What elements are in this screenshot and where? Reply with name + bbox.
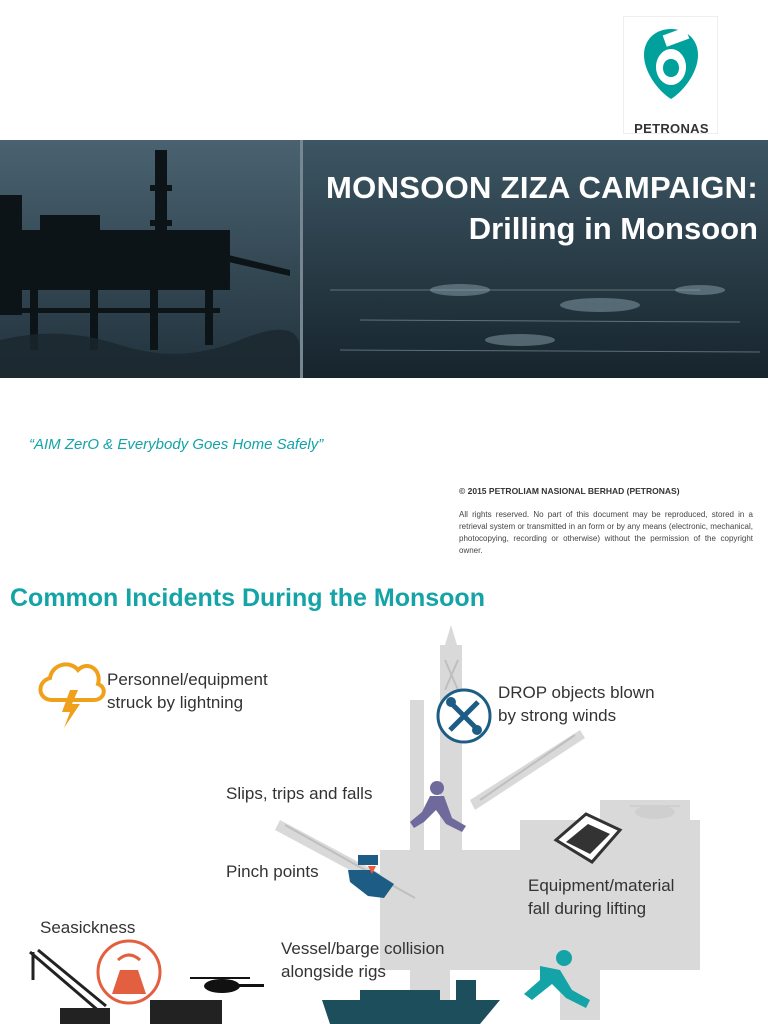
lightning-cloud-icon (40, 664, 103, 728)
tools-icon (438, 690, 490, 742)
seasick-face-icon (98, 941, 160, 1003)
banner-title: MONSOON ZIZA CAMPAIGN: (326, 170, 758, 205)
incident-lightning: Personnel/equipment struck by lightning (107, 670, 268, 712)
copyright-text: All rights reserved. No part of this document may be reproduced, stored in a retrieval system or transmitted in an form or by any means (electronic, mechanical, photocopying, recording or otherwise) without the permission of the copyright owner. (459, 510, 753, 555)
petronas-drop-icon (624, 17, 719, 112)
hero-banner (0, 140, 768, 378)
petronas-logo (623, 16, 718, 134)
crane-icon (30, 950, 106, 1012)
incident-drop-objects: DROP objects blown by strong winds (498, 683, 655, 725)
incident-seasickness: Seasickness (40, 918, 136, 937)
helicopter-icon (190, 977, 264, 993)
incident-equipment-fall: Equipment/material fall during lifting (528, 876, 675, 918)
logo-text: PETRONAS (634, 121, 709, 136)
banner-divider (300, 140, 303, 378)
campaign-tagline: “AIM ZerO & Everybody Goes Home Safely” (29, 436, 324, 453)
building-icon (150, 1000, 222, 1024)
copyright-heading: © 2015 PETROLIAM NASIONAL BERHAD (PETRONAS) (459, 486, 680, 496)
section-title: Common Incidents During the Monsoon (10, 584, 485, 612)
incident-vessel-collision: Vessel/barge collision alongside rigs (281, 939, 445, 981)
banner-subtitle: Drilling in Monsoon (468, 211, 758, 246)
incident-pinch-points: Pinch points (226, 862, 319, 881)
incident-slips: Slips, trips and falls (226, 784, 373, 803)
